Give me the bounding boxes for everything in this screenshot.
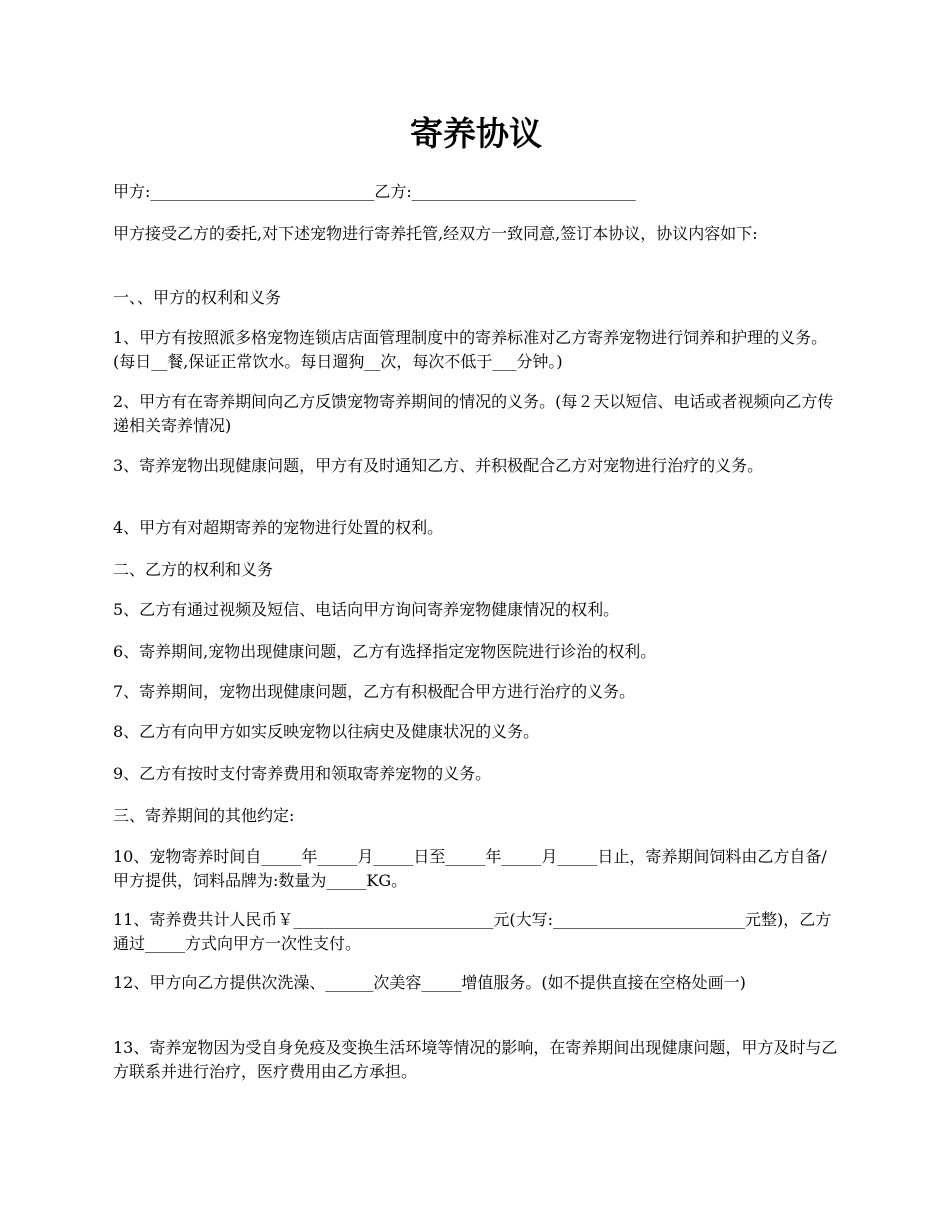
- section-heading-other-terms: 三、寄养期间的其他约定:: [113, 806, 295, 825]
- clause-13: 13、寄养宠物因为受自身免疫及变换生活环境等情况的影响，在寄养期间出现健康问题，甲方及时与乙方联系并进行治疗，医疗费用由乙方承担。: [113, 1038, 838, 1081]
- clause-7: 7、寄养期间，宠物出现健康问题，乙方有积极配合甲方进行治疗的义务。: [113, 682, 636, 701]
- clause-2: 2、甲方有在寄养期间向乙方反馈宠物寄养期间的情况的义务。(每２天以短信、电话或者视频向乙方传递相关寄养情况): [113, 392, 834, 435]
- clause-9: 9、乙方有按时支付寄养费用和领取寄养宠物的义务。: [113, 764, 492, 783]
- section-heading-party-a: 一、、甲方的权利和义务: [113, 288, 282, 307]
- clause-4: 4、甲方有对超期寄养的宠物进行处置的权利。: [113, 518, 444, 537]
- clause-8: 8、乙方有向甲方如实反映宠物以往病史及健康状况的义务。: [113, 722, 540, 741]
- clause-12: 12、甲方向乙方提供次洗澡、______次美容_____增值服务。(如不提供直接在空格处画一): [113, 973, 746, 992]
- clause-1: 1、甲方有按照派多格宠物连锁店店面管理制度中的寄养标准对乙方寄养宠物进行饲养和护理的义务。(每日__餐,保证正常饮水。每日遛狗__次，每次不低于___分钟。): [113, 328, 828, 371]
- clause-6: 6、寄养期间,宠物出现健康问题，乙方有选择指定宠物医院进行诊治的权利。: [113, 642, 657, 661]
- clause-3: 3、寄养宠物出现健康问题，甲方有及时通知乙方、并积极配合乙方对宠物进行治疗的义务。: [113, 456, 764, 475]
- section-heading-party-b: 二、乙方的权利和义务: [113, 560, 274, 579]
- parties-line: 甲方:____________________________乙方:____________________________: [113, 182, 636, 201]
- clause-11: 11、寄养费共计人民币￥_________________________元(大写:________________________元整)，乙方通过_____方式向甲方一次性支付。: [113, 910, 832, 953]
- document-title: 寄养协议: [410, 114, 542, 153]
- clause-10: 10、宠物寄养时间自_____年_____月_____日至_____年_____月_____日止，寄养期间饲料由乙方自备/甲方提供，饲料品牌为:数量为_____KG。: [113, 847, 827, 890]
- clause-5: 5、乙方有通过视频及短信、电话向甲方询问寄养宠物健康情况的权利。: [113, 600, 620, 619]
- intro-paragraph: 甲方接受乙方的委托,对下述宠物进行寄养托管,经双方一致同意,签订本协议，协议内容如下:: [113, 224, 758, 243]
